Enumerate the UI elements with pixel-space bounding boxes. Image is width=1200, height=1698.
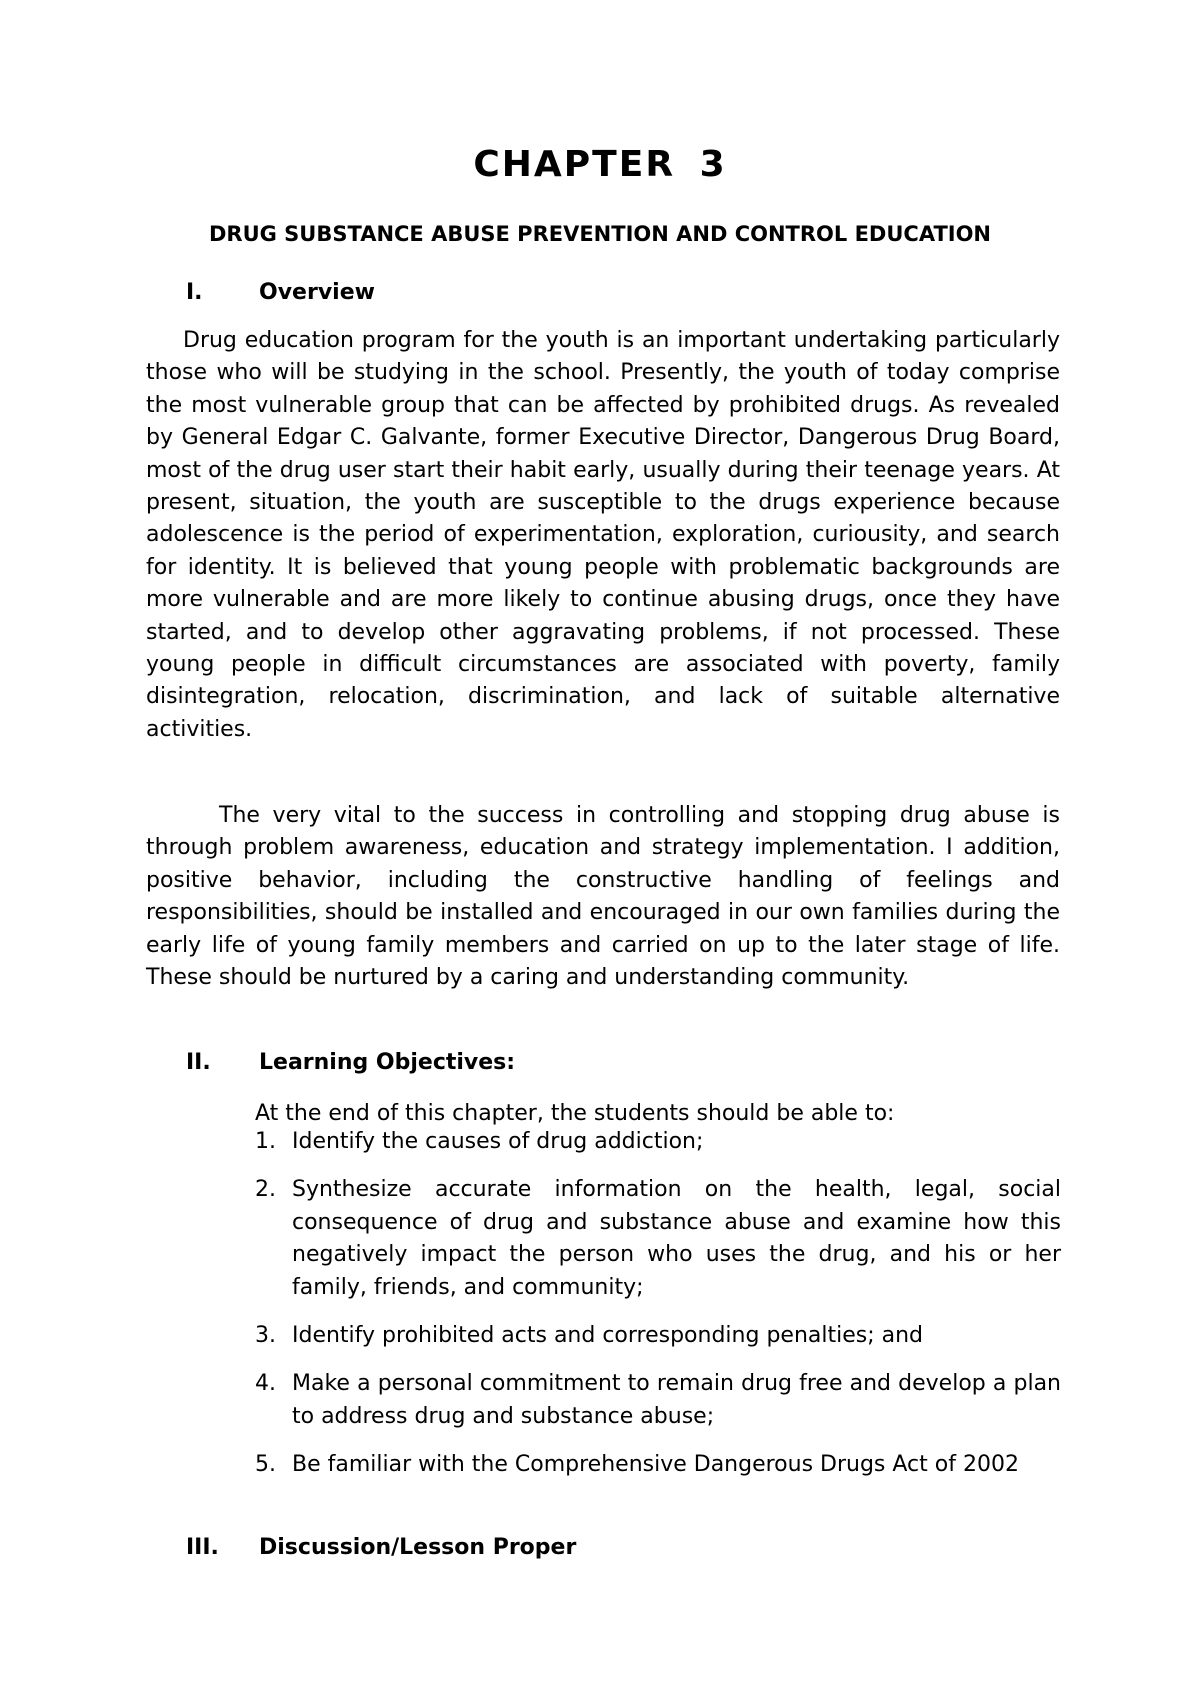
list-marker: 4. <box>255 1371 276 1397</box>
chapter-title: CHAPTER 3 <box>473 144 727 185</box>
objectives-intro: At the end of this chapter, the students should be able to: <box>255 1101 895 1126</box>
list-item <box>255 1126 1061 1158</box>
section-number: III. <box>186 1535 219 1560</box>
overview-paragraph-2: The very vital to the success in controlling and stopping drug abuse is through problem awareness, education and strategy implementation. I addition, positive behavior, including the constructive handling of feelings and responsibilities, should be installed and encouraged in our own families during the early life of young family members and carried on up to the later stage of life. These should be nurtured by a caring and understanding community. <box>146 803 1060 991</box>
list-item-text: Identify the causes of drug addiction; <box>292 1129 704 1154</box>
list-marker: 5. <box>255 1452 276 1478</box>
list-item-text: Make a personal commitment to remain drug free and develop a plan to address drug and substance abuse; <box>292 1371 1061 1429</box>
list-item <box>255 1368 1061 1433</box>
list-item-text: Identify prohibited acts and corresponding penalties; and <box>292 1323 924 1349</box>
list-marker: 2. <box>255 1177 276 1203</box>
section-title: Learning Objectives: <box>259 1050 516 1075</box>
section-heading-overview <box>186 277 586 309</box>
section-title: Discussion/Lesson Proper <box>259 1535 577 1560</box>
overview-paragraph-1: Drug education program for the youth is an important undertaking particularly those who will be studying in the school. Presently, the youth of today comprise the most vulnerable group that can be affected by prohibited drugs. As revealed by General Edgar C. Galvante, former Executive Director, Dangerous Drug Board, most of the drug user start their habit early, usually during their teenage years. At present, situation, the youth are susceptible to the drugs experience because adolescence is the period of experimentation, exploration, curiousity, and search for identity. It is believed that young people with problematic backgrounds are more vulnerable and are more likely to continue abusing drugs, once they have started, and to develop other aggravating problems, if not processed. These young people in difficult circumstances are associated with poverty, family disintegration, relocation, discrimination, and lack of suitable alternative activities. <box>146 328 1060 742</box>
list-item <box>255 1320 1061 1352</box>
section-number: I. <box>186 280 203 305</box>
list-marker: 1. <box>255 1129 276 1154</box>
list-item <box>255 1449 1061 1481</box>
section-title: Overview <box>259 280 375 305</box>
section-heading-learning-objectives <box>186 1047 586 1079</box>
list-marker: 3. <box>255 1323 276 1349</box>
list-item <box>255 1174 1061 1304</box>
section-number: II. <box>186 1050 211 1075</box>
chapter-subtitle: DRUG SUBSTANCE ABUSE PREVENTION AND CONTROL EDUCATION <box>208 222 992 246</box>
list-item-text: Be familiar with the Comprehensive Dangerous Drugs Act of 2002 <box>292 1452 1019 1478</box>
list-item-text: Synthesize accurate information on the health, legal, social consequence of drug and substance abuse and examine how this negatively impact the person who uses the drug, and his or her family, friends, and community; <box>292 1177 1061 1300</box>
objectives-list <box>255 1126 1061 1498</box>
section-heading-discussion <box>186 1532 686 1564</box>
